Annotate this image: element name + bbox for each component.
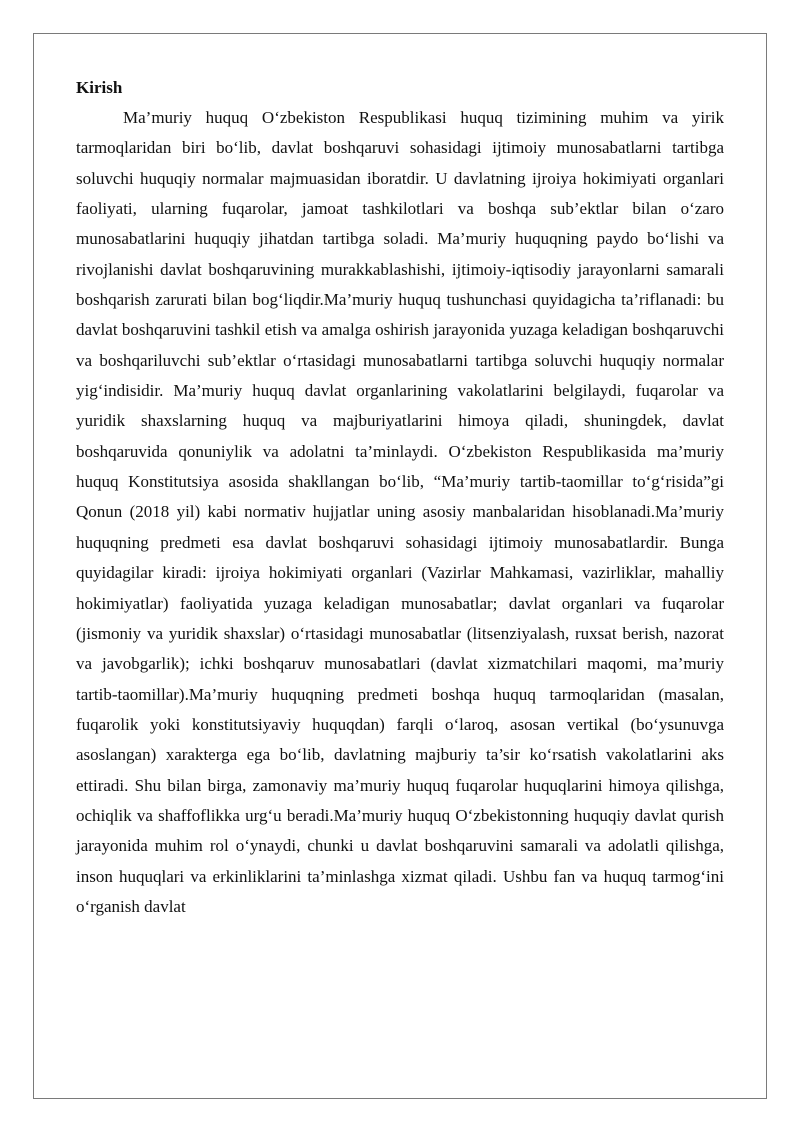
document-body	[76, 73, 724, 922]
body-paragraph: Ma’muriy huquq O‘zbekiston Respublikasi huquq tizimining muhim va yirik tarmoqlaridan biri bo‘lib, davlat boshqaruvi sohasidagi ijtimoiy munosabatlarni tartibga soluvchi huquqiy normalar majmuasidan iboratdir. U davlatning ijroiya hokimiyati organlari faoliyati, ularning fuqarolar, jamoat tashkilotlari va boshqa sub’ektlar bilan o‘zaro munosabatlarini huquqiy jihatdan tartibga soladi. Ma’muriy huquqning paydo bo‘lishi va rivojlanishi davlat boshqaruvining murakkablashishi, ijtimoiy-iqtisodiy jarayonlarni samarali boshqarish zarurati bilan bog‘liqdir.Ma’muriy huquq tushunchasi quyidagicha ta’riflanadi: bu davlat boshqaruvini tashkil etish va amalga oshirish jarayonida yuzaga keladigan boshqaruvchi va boshqariluvchi sub’ektlar o‘rtasidagi munosabatlarni tartibga soluvchi huquqiy normalar yig‘indisidir. Ma’muriy huquq davlat organlarining vakolatlarini belgilaydi, fuqarolar va yuridik shaxslarning huquq va majburiyatlarini himoya qiladi, shuningdek, davlat boshqaruvida qonuniylik va adolatni ta’minlaydi. O‘zbekiston Respublikasida ma’muriy huquq Konstitutsiya asosida shakllangan bo‘lib, “Ma’muriy tartib-taomillar to‘g‘risida”gi Qonun (2018 yil) kabi normativ hujjatlar uning asosiy manbalaridan hisoblanadi.Ma’muriy huquqning predmeti esa davlat boshqaruvi sohasidagi ijtimoiy munosabatlardir. Bunga quyidagilar kiradi: ijroiya hokimiyati organlari (Vazirlar Mahkamasi, vazirliklar, mahalliy hokimiyatlar) faoliyatida yuzaga keladigan munosabatlar; davlat organlari va fuqarolar (jismoniy va yuridik shaxslar) o‘rtasidagi munosabatlar (litsenziyalash, ruxsat berish, nazorat va javobgarlik); ichki boshqaruv munosabatlari (davlat xizmatchilari maqomi, ma’muriy tartib-taomillar).Ma’muriy huquqning predmeti boshqa huquq tarmoqlaridan (masalan, fuqarolik yoki konstitutsiyaviy huquqdan) farqli o‘laroq, asosan vertikal (bo‘ysunuvga asoslangan) xarakterga ega bo‘lib, davlatning majburiy ta’sir ko‘rsatish vakolatlarini aks ettiradi. Shu bilan birga, zamonaviy ma’muriy huquq fuqarolar huquqlarini himoya qilishga, ochiqlik va shaffoflikka urg‘u beradi.Ma’muriy huquq O‘zbekistonning huquqiy davlat qurish jarayonida muhim rol o‘ynaydi, chunki u davlat boshqaruvini samarali va adolatli qilishga, inson huquqlari va erkinliklarini ta’minlashga xizmat qiladi. Ushbu fan va huquq tarmog‘ini o‘rganish davlat	[76, 108, 724, 916]
section-heading: Kirish	[76, 78, 123, 97]
